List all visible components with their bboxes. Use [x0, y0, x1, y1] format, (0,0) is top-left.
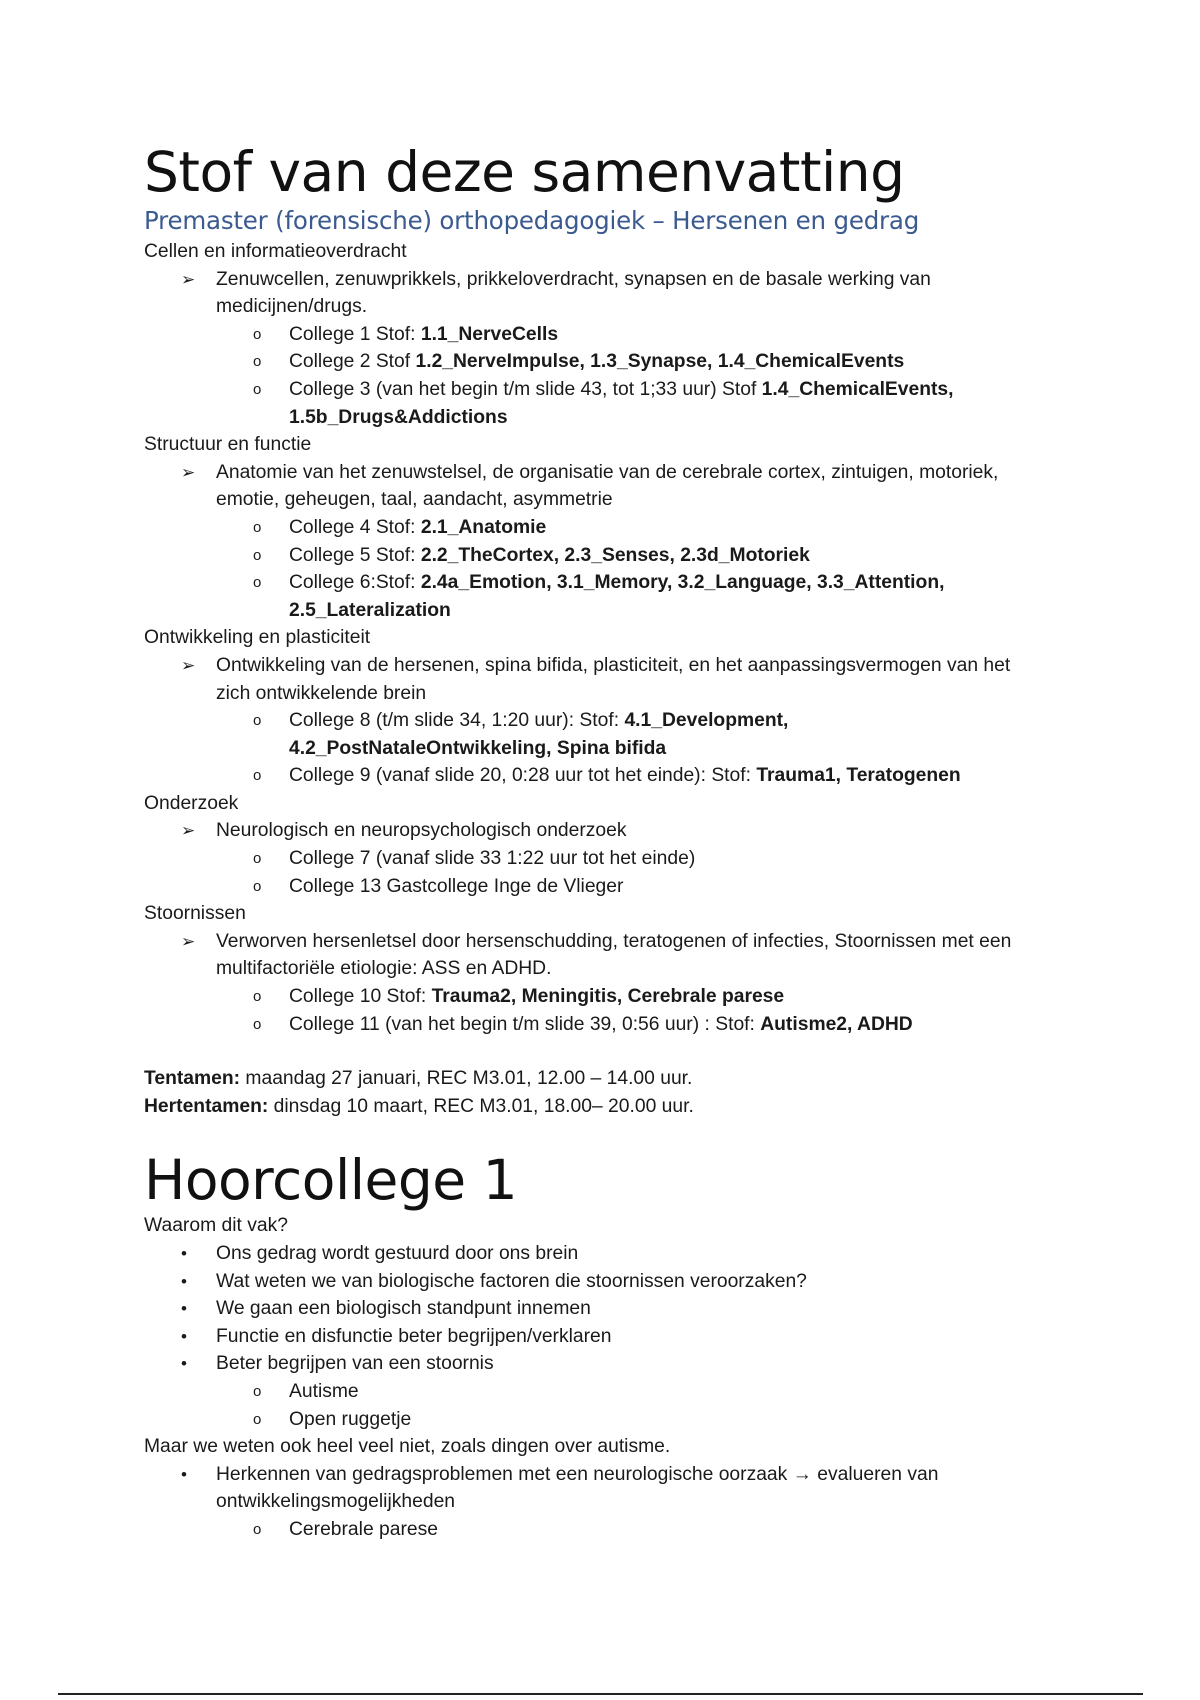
arrow-bullet-icon: ➢ [181, 269, 196, 289]
sub-list-item: o Open ruggetje [144, 1406, 1074, 1434]
bullet-icon: • [181, 1271, 187, 1291]
list-item-cont: ontwikkelingsmogelijkheden [216, 1491, 456, 1513]
topic-item: ➢ Neurologisch en neuropsychologisch onderzoek [144, 817, 1074, 845]
arrow-bullet-icon: ➢ [181, 462, 196, 482]
circle-bullet-icon: o [253, 1520, 262, 1538]
section-heading: Cellen en informatieoverdracht [144, 241, 407, 262]
circle-bullet-icon: o [253, 712, 262, 730]
circle-bullet-icon: o [253, 380, 262, 398]
college-item: o College 5 Stof: 2.2_TheCortex, 2.3_Senses, 2.3d_Motoriek [144, 542, 1074, 570]
college-item: o College 13 Gastcollege Inge de Vlieger [144, 873, 1074, 901]
college-item: o College 2 Stof 1.2_NerveImpulse, 1.3_Synapse, 1.4_ChemicalEvents [144, 348, 1074, 376]
topic-item: ➢ Ontwikkeling van de hersenen, spina bifida, plasticiteit, en het aanpassingsvermogen van het [144, 652, 1074, 680]
bullet-icon: • [181, 1326, 187, 1346]
section-heading: Stoornissen [144, 903, 246, 925]
list-item: • Herkennen van gedragsproblemen met een neurologische oorzaak → evalueren van [144, 1461, 1074, 1489]
bullet-icon: • [181, 1244, 187, 1263]
circle-bullet-icon: o [253, 546, 262, 564]
list-item: • Ons gedrag wordt gestuurd door ons brein [144, 1240, 1074, 1268]
college-item: o College 1 Stof: 1.1_NerveCells [144, 321, 1074, 349]
arrow-bullet-icon: ➢ [181, 821, 196, 841]
document-page [144, 140, 1074, 1544]
college-item-cont: 2.5_Lateralization [289, 599, 451, 621]
summary-title: Stof van deze samenvatting [144, 140, 905, 204]
exam-date: Tentamen: maandag 27 januari, REC M3.01, 12.00 – 14.00 uur. [144, 1068, 693, 1090]
topic-item: ➢ Anatomie van het zenuwstelsel, de organisatie van de cerebrale cortex, zintuigen, motoriek, [144, 459, 1074, 487]
bullet-icon: • [181, 1354, 187, 1374]
bullet-icon: • [181, 1299, 187, 1319]
footer-rule [58, 1693, 1143, 1695]
lecture-question: Waarom dit vak? [144, 1215, 288, 1237]
topic-item: ➢ Zenuwcellen, zenuwprikkels, prikkeloverdracht, synapsen en de basale werking van [144, 266, 1074, 294]
college-item: o College 10 Stof: Trauma2, Meningitis, Cerebrale parese [144, 983, 1074, 1011]
list-item: • We gaan een biologisch standpunt innemen [144, 1295, 1074, 1323]
topic-item-cont: emotie, geheugen, taal, aandacht, asymmetrie [216, 489, 613, 511]
sub-list-item: o Autisme [144, 1378, 1074, 1406]
college-item: o College 6:Stof: 2.4a_Emotion, 3.1_Memory, 3.2_Language, 3.3_Attention, [144, 569, 1074, 597]
circle-bullet-icon: o [253, 325, 262, 343]
circle-bullet-icon: o [253, 1015, 262, 1033]
list-item: • Beter begrijpen van een stoornis [144, 1350, 1074, 1378]
college-item: o College 7 (vanaf slide 33 1:22 uur tot het einde) [144, 845, 1074, 873]
summary-subtitle: Premaster (forensische) orthopedagogiek – Hersenen en gedrag [144, 206, 920, 235]
section-heading: Onderzoek [144, 792, 239, 814]
college-item-cont: 4.2_PostNataleOntwikkeling, Spina bifida [289, 737, 667, 759]
topic-item: ➢ Verworven hersenletsel door hersenschudding, teratogenen of infecties, Stoornissen met een [144, 928, 1074, 956]
college-item-cont: 1.5b_Drugs&Addictions [289, 406, 508, 428]
arrow-bullet-icon: ➢ [181, 655, 196, 675]
bullet-icon: • [181, 1464, 187, 1484]
lecture-title: Hoorcollege 1 [144, 1148, 518, 1213]
retake-date: Hertentamen: dinsdag 10 maart, REC M3.01, 18.00– 20.00 uur. [144, 1095, 694, 1117]
circle-bullet-icon: o [253, 353, 262, 371]
topic-item-cont: multifactoriële etiologie: ASS en ADHD. [216, 958, 552, 980]
circle-bullet-icon: o [253, 767, 262, 785]
circle-bullet-icon: o [253, 850, 262, 868]
circle-bullet-icon: o [253, 877, 262, 895]
college-item: o College 8 (t/m slide 34, 1:20 uur): Stof: 4.1_Development, [144, 707, 1074, 735]
list-item: • Wat weten we van biologische factoren die stoornissen veroorzaken? [144, 1268, 1074, 1296]
circle-bullet-icon: o [253, 988, 262, 1006]
lecture-note: Maar we weten ook heel veel niet, zoals dingen over autisme. [144, 1436, 671, 1458]
topic-item-cont: zich ontwikkelende brein [216, 682, 427, 704]
college-item: o College 9 (vanaf slide 20, 0:28 uur tot het einde): Stof: Trauma1, Teratogenen [144, 762, 1074, 790]
circle-bullet-icon: o [253, 574, 262, 592]
circle-bullet-icon: o [253, 518, 262, 536]
circle-bullet-icon: o [253, 1410, 262, 1428]
college-item: o College 4 Stof: 2.1_Anatomie [144, 514, 1074, 542]
section-heading: Ontwikkeling en plasticiteit [144, 627, 371, 649]
topic-item-cont: medicijnen/drugs. [216, 296, 368, 318]
college-item: o College 11 (van het begin t/m slide 39, 0:56 uur) : Stof: Autisme2, ADHD [144, 1011, 1074, 1039]
sub-list-item: o Cerebrale parese [144, 1516, 1074, 1544]
circle-bullet-icon: o [253, 1382, 262, 1400]
section-heading: Structuur en functie [144, 434, 312, 456]
list-item: • Functie en disfunctie beter begrijpen/verklaren [144, 1323, 1074, 1351]
college-item: o College 3 (van het begin t/m slide 43, tot 1;33 uur) Stof 1.4_ChemicalEvents, [144, 376, 1074, 404]
arrow-bullet-icon: ➢ [181, 931, 196, 951]
